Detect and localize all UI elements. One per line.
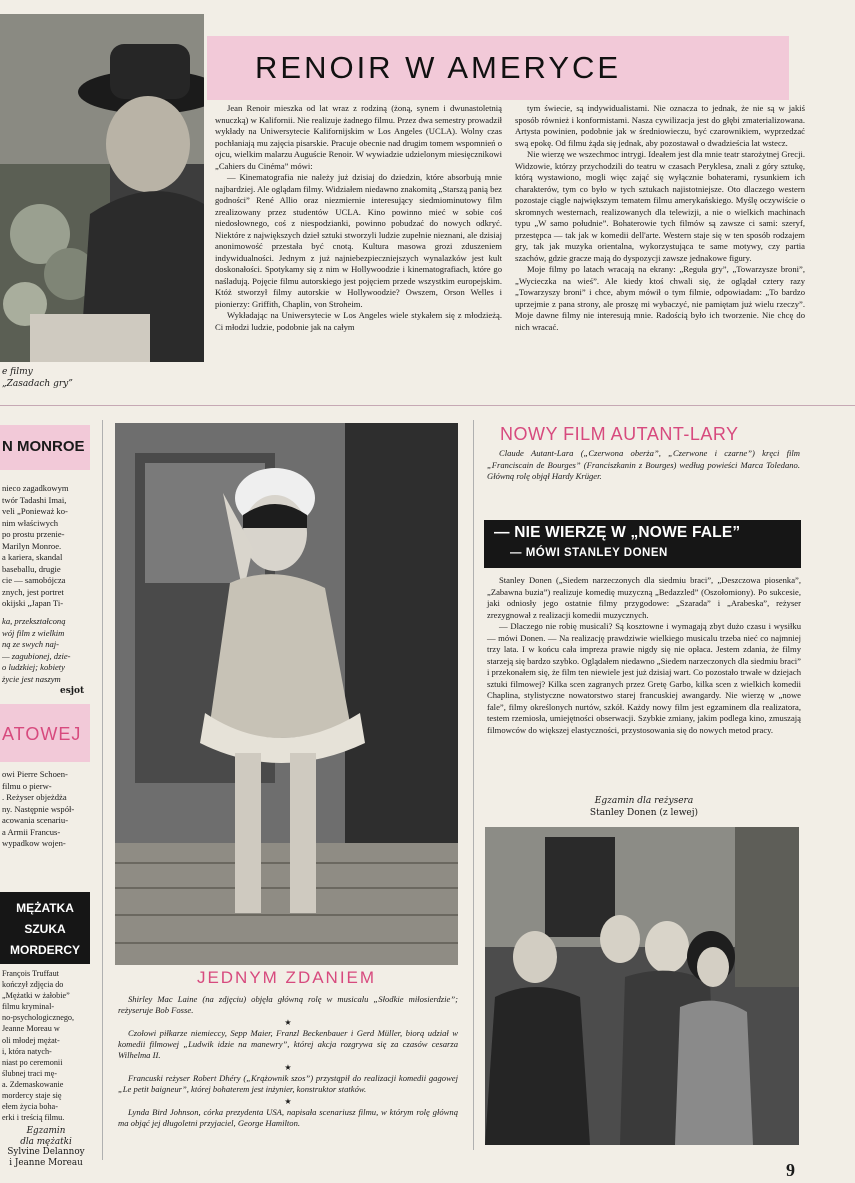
horizontal-divider [0, 405, 855, 406]
text-line: François Truffaut [2, 969, 59, 978]
column-divider [473, 420, 474, 1150]
mezatka-caption [2, 1126, 90, 1168]
donen-caption [487, 795, 801, 819]
caption-line: i Jeanne Moreau [9, 1157, 83, 1168]
text-line: i, która natych- [2, 1046, 52, 1056]
text-line: nim właściwych [2, 517, 59, 528]
text-line: życie jest naszym [2, 673, 61, 684]
mezatka-title [0, 898, 90, 961]
text-line: okijski „Japan Ti- [2, 598, 64, 608]
text-line: wój film z wielkim [2, 627, 65, 638]
renoir-column-2 [515, 103, 805, 333]
title-line: SZUKA [24, 922, 66, 936]
news-item: Lynda Bird Johnson, córka prezydenta USA, napisała scenariusz filmu, w którym rolę główną ma objąć jej długoletni przyjaciel, George Hamilton. [118, 1106, 458, 1129]
monroe-text [2, 483, 90, 610]
donen-title: — NIE WIERZĘ W „NOWE FALE” [494, 524, 741, 541]
text-line: oli młodej mężat- [2, 1035, 60, 1045]
text-line: cie — samobójcza [2, 575, 66, 585]
caption-line: Sylvine Delannoy [7, 1147, 85, 1157]
maclaine-photo [115, 423, 458, 965]
text-line: ełem życia boha- [2, 1102, 58, 1112]
text-line: niecо zagadkowym [2, 483, 69, 493]
text-line: twór Tadashi Imai, [2, 494, 67, 505]
text-line: owi Pierre Schoen- [2, 769, 68, 779]
donen-subtitle: — MÓWI STANLEY DONEN [510, 547, 668, 559]
text-line: a Armii Francus- [2, 826, 61, 837]
star-icon: ★ [284, 1062, 292, 1072]
caption-line: dla mężatki [20, 1136, 72, 1147]
renoir-column-1 [215, 103, 502, 333]
text-line: ślubnej traci mę- [2, 1068, 58, 1078]
caption-line: „Zasadach gry” [2, 379, 73, 389]
text-line: „Mężatki w żałobie” [2, 991, 70, 1001]
caption-line: Stanley Donen (z lewej) [589, 808, 699, 818]
renoir-photo [0, 14, 204, 362]
paragraph: — Dlaczego nie robię musicali? Są kosztowne i wymagają zbyt dużo czasu i wysiłku — mówi Donen. — Na realizację prawdziwie wielkiego musicalu trzeba nieć co najmniej trzy lata. I w końcu cała impreza prawie nigdy się nie opłaca. Jestem zdania, że filmy starzeją się bardzo szybko. Oglądałem niedawno „Siedem narzeczonych dla siedmiu braci” i przekonałem się, że film ten niewiele jest już dzisiaj wart. Co pozostało trwałe w dziejach sztuki filmowej? Kilka scen zagranych przez Gretę Garbo, kilka scen z wielkich komedii Chaplina, stylistyczne nowatorstwo starej francuskiej awangardy. Nie wierzę w „nowe fale”, filmy określonych nurtów, szkół. Każdy nowy film jest egzaminem dla realizatora, testem rzemiosła, umiejętności obserwacji. Szybkie zmiany, jakim podlega kino, zmuszają filmowców do większej elastyczności, przystosowania się do nowych metod pracy. [487, 621, 801, 735]
monroe-italic-text [2, 616, 90, 685]
article-title: RENOIR W AMERYCE [255, 50, 622, 85]
autant-lara-text [487, 448, 800, 483]
text-line: filmu o pierw- [2, 780, 52, 791]
text-line: . Reżyser objeżdża [2, 792, 67, 802]
donen-text [487, 575, 801, 736]
text-line: erki i treścią filmu. [2, 1113, 65, 1123]
text-line: niast po ceremonii [2, 1057, 63, 1067]
text-line: baseballu, drugie [2, 563, 61, 574]
title-line: MĘŻATKA [16, 901, 74, 915]
text-line: filmu kryminal- [2, 1002, 55, 1012]
caption-line: e filmy [2, 367, 33, 377]
paragraph: — Kinematografia nie należy już dzisiaj do dziedzin, które absorbują mnie najbardziej. Ale oglądam filmy. Widziałem niedawno znakomitą „Starszą panią bez godności” René Allio oraz niezmiernie interesujący siedmiominutowy film zrealizowany przez studentów UCLA. Kino powinno mieć w sobie coś niedosłownego, coś z niespodzianki, powinno pobudzać do nowych odkryć. Niektóre z największych dzieł sztuki stworzyli ludzie zupełnie nieznani, ale dzisiaj anonimowość przestała być cnotą. Kultura masowa grozi zduszeniem indywidualności. Jednym z już najniebezpieczniejszych wynalazków jest kult doskonałości. Spotykamy się z nim w Hollywoodzie i kinematografiach, które go naśladują. Pojęcie filmu autorskiego jest pojęciem przede wszystkim europejskim. Któż stworzył filmy autorskie w Hollywoodzie? Owszem, Orson Welles i pionierzy: Griffith, Chaplin, von Stroheim. [215, 172, 502, 309]
caption-line: Egzamin dla reżysera [594, 796, 694, 806]
text-line: ny. Następnie współ- [2, 803, 75, 814]
text-line: mordercy staje się [2, 1091, 62, 1101]
news-item: Francuski reżyser Robert Dhéry („Krążownik szos”) przystąpił do realizacji komedii gagowej „Le petit baigneur”, której bohaterem jest inżynier, konstruktor statków. [118, 1073, 458, 1095]
mezatka-text [2, 968, 90, 1123]
text-line: kończył zdjęcia do [2, 980, 64, 990]
caption-line: Egzamin [26, 1126, 66, 1136]
paragraph: Claude Autant-Lara („Czerwona oberża”, „Czerwone i czarne”) kręci film „Franciscain de Bourges” (Franciszkanin z Bourges) według powieści Marca Toledano. Główną rolę objął Hardy Krüger. [487, 448, 800, 481]
monroe-signature: esjot [60, 686, 85, 696]
text-line: znych, jest portret [2, 586, 64, 597]
star-icon: ★ [284, 1096, 292, 1106]
text-line: ną ze swych naj- [2, 639, 60, 649]
news-item: Czołowi piłkarze niemieccy, Sepp Maier, Franzl Beckenbauer i Gerd Müller, biorą udział w komedii filmowej „Ludwik idzie na manewry”, której akcja rozgrywa się za czasów cesarza Wilhelma II. [118, 1027, 458, 1061]
column-divider [102, 420, 103, 1160]
page-number: 9 [786, 1160, 795, 1180]
news-item: Shirley Mac Laine (na zdjęciu) objęła główną rolę w musicalu „Słodkie miłosierdzie”; reżyseruje Bob Fosse. [118, 994, 458, 1016]
atowej-text [2, 769, 90, 850]
paragraph: tym świecie, są indywidualistami. Nie oznacza to jednak, że nie są w jakiś sposób również i konformistami. Nasza cywilizacja jest do głębi zmaterializowana. Artysta powinien, podobnie jak w średniowieczu, być czarownikiem, wyprzedzać swą epokę. Od filmu żąda się jednak, aby pozostawał o dwadzieścia lat wstecz. [515, 103, 805, 148]
title-line: MORDERCY [9, 943, 80, 957]
monroe-title: N MONROE [2, 438, 85, 455]
paragraph: Jean Renoir mieszka od lat wraz z rodziną (żoną, synem i dwunastoletnią wnuczką) w Kalifornii. Nie realizuje żadnego filmu. Przez dwa semestry prowadził wykłady na Uniwersytecie Kalifornijskim w Los Angeles (UCLA). Wolny czas pochłaniają mu zajęcia pisarskie. Pracuje obecnie nad drugim tomem wspomnień o ojcu, wielkim malarzu Auguście Renoir. W wywiadzie udzielonym miesięcznikowi „Cahiers du Cinéma” mówi: [215, 103, 502, 171]
text-line: Jeanne Moreau w [2, 1024, 60, 1034]
text-line: veli „Ponieważ ko- [2, 506, 68, 516]
paragraph: Stanley Donen („Siedem narzeczonych dla siedmiu braci”, „Deszczowa piosenka”, „Zabawna buzia”) realizuje komedię muzyczną „Bedazzled” (Oszołomiony). Po sukcesie, jaki odniosły jego ostatnie filmy przygodowe: „Szarada” i „Arabeska”, reżyser zrezygnował z realizacji komedii muzycznych. [487, 575, 801, 620]
text-line: a kariera, skandal [2, 552, 63, 562]
atowej-title: ATOWEJ [2, 724, 82, 744]
text-line: po prostu przenie- [2, 529, 65, 539]
donen-photo [485, 827, 799, 1145]
text-line: — zagubionej, dzie- [2, 650, 71, 661]
jednym-zdaniem-title: JEDNYM ZDANIEM [196, 968, 377, 987]
text-line: a. Zdemaskowanie [2, 1079, 64, 1089]
paragraph: Nie wierzę we wszechmoc intrygi. Ideałem jest dla mnie teatr starożytnej Grecji. Widzowie, którzy przychodzili do teatru w czasach Peryklesa, znali z góry sztukę, którą wystawiono, mogli więc zająć się wyłącznie bohaterami, rysunkiem ich charakterów, tym co było w tych sztukach najistotniejsze. Oto dlaczego western pozostaje ciągle największym tematem filmu amerykańskiego. Myślę oczywiście o skromnych westernach, realizowanych dla telewizji, a nie o wielkich machinach typu „W samo południe”. Bohaterowie tych filmów są zawsze ci sami: szeryf, przestępca — tak jak w komedii dell'arte. Western staje się w ten sposób rodzajem gry, tak jak muzyka orientalna, wykorzystująca te same motywy, czy partia szachów, gdzie gracze mają do dyspozycji zawsze jednakowe figury. [515, 149, 805, 263]
text-line: ka, przekształconą [2, 616, 66, 626]
text-line: wypadkow wojen- [2, 838, 66, 848]
text-line: o ludzkiej; kobiety [2, 662, 65, 672]
paragraph: Wykładając na Uniwersytecie w Los Angeles wiele stykałem się z młodzieżą. Ci młodzi ludzie, podobnie jak na całym [215, 310, 502, 332]
text-line: Marilyn Monroe. [2, 540, 62, 551]
autant-lara-title: NOWY FILM AUTANT-LARY [500, 424, 739, 444]
text-line: acowania scenariu- [2, 815, 69, 825]
jednym-zdaniem-list [118, 994, 458, 1130]
star-icon: ★ [284, 1017, 292, 1027]
text-line: no-psychologicznego, [2, 1013, 75, 1023]
renoir-photo-caption [2, 366, 202, 390]
paragraph: Moje filmy po latach wracają na ekrany: „Reguła gry”, „Towarzysze broni”, „Wycieczka na wieś”. Ale kiedy ktoś chwali się, że oglądał cztery razy „Towarzyszy broni” i chce, abym mówił o tym filmie, odpowiadam: „To bardzo uprzejmie z pana strony, ale proszę mi wybaczyć, nie pamiętam już wielu rzeczy”. Moje dawne filmy nie interesują mnie. Radością było ich tworzenie. Nie chcę do nich wracać. [515, 264, 805, 332]
